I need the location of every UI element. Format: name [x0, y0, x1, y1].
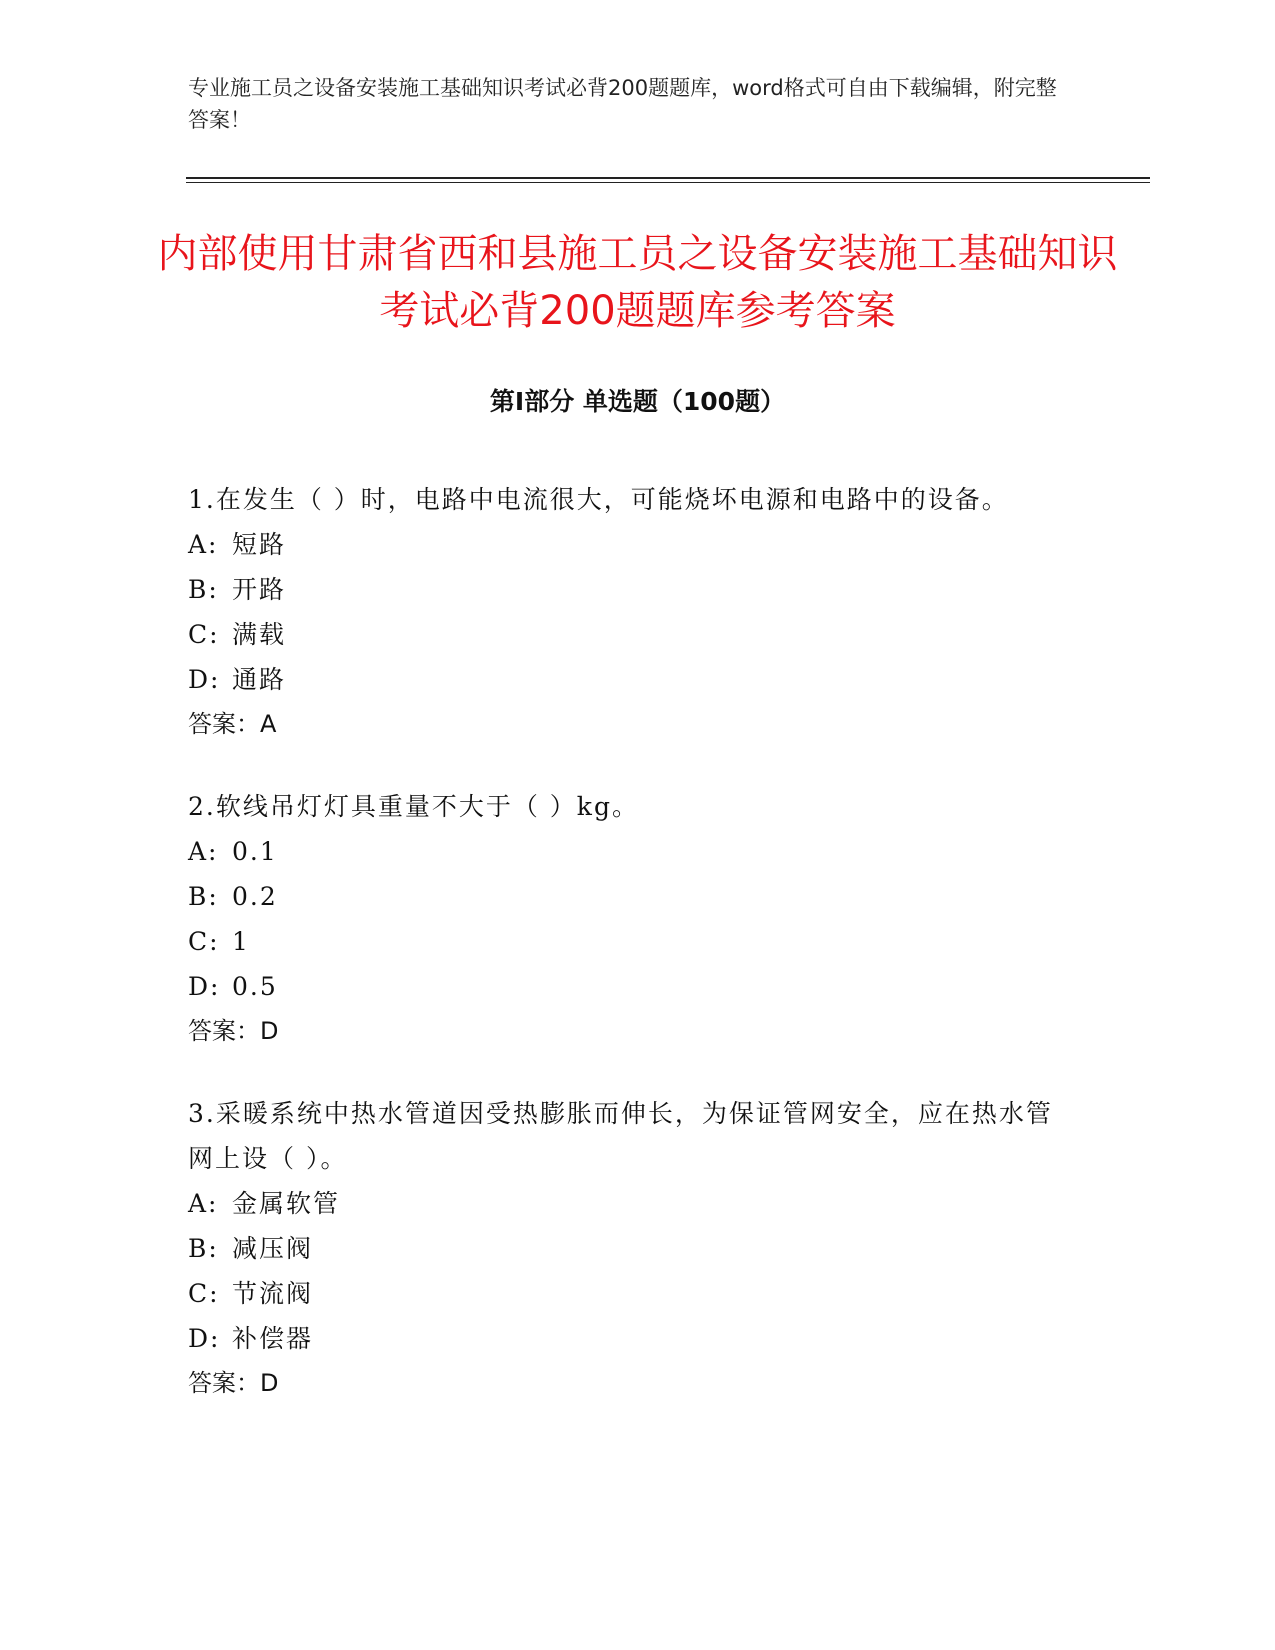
option-text: 1: [232, 927, 250, 956]
option-text: 节流阀: [232, 1279, 314, 1308]
document-title: 内部使用甘肃省西和县施工员之设备安装施工基础知识考试必背200题题库参考答案: [157, 231, 1118, 334]
option-a: [188, 1181, 1068, 1226]
option-text: 0.5: [232, 972, 278, 1001]
option-key: B:: [188, 1234, 219, 1263]
option-text: 0.2: [232, 882, 278, 911]
option-text: 开路: [232, 575, 287, 604]
option-c: [188, 1271, 1068, 1316]
section-title: 第Ⅰ部分 单选题（100题）: [489, 387, 786, 416]
option-key: C:: [188, 927, 220, 956]
option-key: A:: [188, 837, 219, 866]
option-key: D:: [188, 972, 221, 1001]
option-a: [188, 829, 1068, 874]
option-text: 通路: [232, 665, 287, 694]
option-key: B:: [188, 882, 219, 911]
option-text: 金属软管: [232, 1189, 341, 1218]
option-d: [188, 1316, 1068, 1361]
question-stem: 3.采暖系统中热水管道因受热膨胀而伸长，为保证管网安全，应在热水管网上设（ ）。: [188, 1099, 1053, 1173]
option-key: D:: [188, 1324, 221, 1353]
option-b: [188, 874, 1068, 919]
option-d: [188, 964, 1068, 1009]
question-3: [188, 1091, 1068, 1406]
option-text: 减压阀: [232, 1234, 314, 1263]
answer: 答案：D: [188, 1017, 279, 1045]
option-b: [188, 567, 1068, 612]
option-c: [188, 612, 1068, 657]
option-key: A:: [188, 530, 219, 559]
option-text: 补偿器: [232, 1324, 314, 1353]
option-text: 满载: [232, 620, 287, 649]
option-key: D:: [188, 665, 221, 694]
answer: 答案：A: [188, 710, 277, 738]
option-d: [188, 657, 1068, 702]
option-b: [188, 1226, 1068, 1271]
question-2: [188, 784, 1068, 1054]
header-rule-thin: [186, 182, 1150, 183]
option-key: C:: [188, 1279, 220, 1308]
option-text: 0.1: [232, 837, 278, 866]
header-note: 专业施工员之设备安装施工基础知识考试必背200题题库，word格式可自由下载编辑，附完整答案！: [188, 76, 1057, 132]
question-stem: 1.在发生（ ）时，电路中电流很大，可能烧坏电源和电路中的设备。: [188, 485, 1009, 514]
question-1: [188, 477, 1068, 747]
option-c: [188, 919, 1068, 964]
option-key: C:: [188, 620, 220, 649]
option-key: B:: [188, 575, 219, 604]
question-list: [188, 477, 1068, 1443]
header-rule-thick: [186, 177, 1150, 179]
question-stem: 2.软线吊灯灯具重量不大于（ ）kg。: [188, 792, 639, 821]
option-a: [188, 522, 1068, 567]
option-key: A:: [188, 1189, 219, 1218]
option-text: 短路: [232, 530, 287, 559]
answer: 答案：D: [188, 1369, 279, 1397]
